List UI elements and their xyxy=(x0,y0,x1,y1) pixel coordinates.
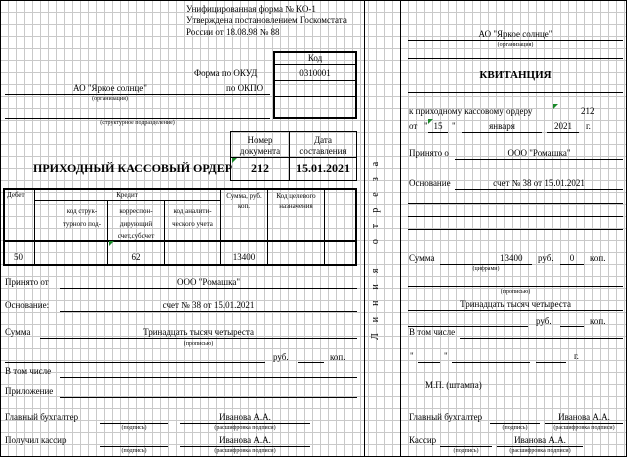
cashier-sign-caption: (подпись) xyxy=(121,448,147,454)
receipt-stamp: М.П. (штампа) xyxy=(425,380,482,390)
receipt-cashier-sign-underline xyxy=(440,446,492,447)
receipt-digits-caption: (цифрами) xyxy=(472,266,500,272)
th-credit: Кредит xyxy=(116,191,138,199)
chief-sign-underline xyxy=(100,423,168,424)
table-subheader-line xyxy=(34,200,220,201)
receipt-chief-sign-underline xyxy=(490,423,540,424)
receipt-quote-close: " xyxy=(452,121,456,131)
receipt-including-label: В том числе xyxy=(409,327,456,337)
receipt-basis-label: Основание xyxy=(409,178,451,188)
received-from-underline xyxy=(60,288,357,289)
attachment-underline xyxy=(60,397,357,398)
receipt-rub: руб. xyxy=(538,253,554,263)
basis-label: Основание: xyxy=(5,300,50,310)
sum-in-words[interactable]: Тринадцать тысяч четыреста xyxy=(143,327,254,337)
receipt-date-day-underline xyxy=(418,362,440,363)
organization-underline xyxy=(5,94,270,95)
doc-number-header: Номер документа xyxy=(239,135,281,156)
document-title: ПРИХОДНЫЙ КАССОВЫЙ ОРДЕР xyxy=(33,161,233,175)
receipt-year-suffix: г. xyxy=(586,121,591,131)
codes-divider3 xyxy=(273,96,357,97)
receipt-rub2: руб. xyxy=(536,316,552,326)
chief-accountant-name[interactable]: Иванова А.А. xyxy=(219,412,271,422)
th-struct-code: код струк-турного под- xyxy=(62,207,102,228)
receipt-received-from[interactable]: ООО "Ромашка" xyxy=(507,148,571,158)
receipt-org-caption: (организация) xyxy=(497,42,534,48)
comment-marker xyxy=(109,241,114,246)
sum-underline xyxy=(40,338,357,339)
cut-line-left xyxy=(364,0,365,457)
receipt-chief-name[interactable]: Иванова А.А. xyxy=(558,412,610,422)
row-debit[interactable]: 50 xyxy=(14,252,23,262)
form-header-line1: Унифицированная форма № КО-1 xyxy=(186,4,316,14)
th-corr-account: корреспон-дирующий счет,субсчет xyxy=(117,207,155,241)
cashier-name-underline xyxy=(180,446,310,447)
received-from-label: Принято от xyxy=(5,277,49,287)
comment-marker xyxy=(232,158,237,163)
receipt-chief-decode-caption: (расшифровка подписи) xyxy=(553,425,615,431)
organization-caption: (организация) xyxy=(92,96,128,102)
table-header-bottom xyxy=(3,240,357,242)
words-caption: (прописью) xyxy=(183,341,214,347)
including-underline xyxy=(60,377,357,378)
receipt-basis-line2 xyxy=(408,203,623,204)
doc-date[interactable]: 15.01.2021 xyxy=(296,161,350,175)
receipt-basis-line4 xyxy=(408,229,623,230)
receipt-date-g: г. xyxy=(574,351,579,361)
kop-label: коп. xyxy=(330,352,346,362)
receipt-date-year-underline xyxy=(536,362,566,363)
organization-name[interactable]: АО "Яркое солнце" xyxy=(73,83,147,93)
receipt-date-month-underline xyxy=(452,362,530,363)
receipt-kop-value[interactable]: 0 xyxy=(569,253,575,263)
receipt-year-underline xyxy=(547,132,579,133)
receipt-month[interactable]: января xyxy=(489,121,515,131)
receipt-month-underline xyxy=(462,132,542,133)
receipt-cashier-decode-caption: (расшифровка подписи) xyxy=(509,448,571,454)
subdivision-underline xyxy=(5,118,270,119)
chief-sign-caption: (подпись) xyxy=(121,425,147,431)
receipt-from-label: от xyxy=(409,121,418,131)
receipt-year[interactable]: 2021 xyxy=(554,121,572,131)
receipt-cashier-name[interactable]: Иванова А.А. xyxy=(514,435,566,445)
sum-line2-underline xyxy=(5,362,265,363)
cashier-decode-caption: (расшифровка подписи) xyxy=(214,448,276,454)
receipt-kop: коп. xyxy=(590,253,606,263)
table-col6 xyxy=(324,188,325,266)
receipt-received-underline xyxy=(455,159,623,160)
form-header-line3: России от 18.08.98 № 88 xyxy=(186,27,280,37)
th-sum: Сумма, руб. коп. xyxy=(226,192,262,210)
receipt-org-underline xyxy=(408,40,623,41)
th-purpose: Код целевого назначения xyxy=(276,192,316,210)
receipt-cashier-label: Кассир xyxy=(409,435,437,445)
receipt-received-label: Принято о xyxy=(409,148,449,158)
receipt-kop-underline xyxy=(560,264,584,265)
codes-divider1 xyxy=(273,64,357,65)
receipt-day[interactable]: 15 xyxy=(433,121,443,131)
cut-line-right xyxy=(400,0,401,457)
row-credit-account[interactable]: 62 xyxy=(131,252,141,262)
doc-box-hdivider xyxy=(230,157,357,158)
receipt-sum-words[interactable]: Тринадцать тысяч четыреста xyxy=(460,299,571,309)
receipt-organization[interactable]: АО "Яркое солнце" xyxy=(478,29,553,39)
cashier-label: Получил кассир xyxy=(5,435,67,445)
receipt-kop2: коп. xyxy=(590,316,606,326)
receipt-date-quote-close: " xyxy=(444,351,448,361)
basis-value[interactable]: счет № 38 от 15.01.2021 xyxy=(162,300,255,310)
received-from-value[interactable]: ООО "Ромашка" xyxy=(177,277,240,287)
sum-label: Сумма xyxy=(5,327,31,337)
receipt-day-underline xyxy=(428,132,448,133)
receipt-date-quote-open: " xyxy=(410,351,414,361)
receipt-sum-underline xyxy=(440,264,532,265)
receipt-cashier-sign-caption: (подпись) xyxy=(453,448,479,454)
cut-line-label: Линия отреза xyxy=(370,150,381,340)
receipt-words-underline xyxy=(408,286,623,287)
receipt-basis-line3 xyxy=(408,216,623,217)
cashier-sign-underline xyxy=(100,446,168,447)
receipt-cashier-name-underline xyxy=(497,446,583,447)
receipt-quote-open: " xyxy=(424,121,428,131)
row-sum[interactable]: 13400 xyxy=(232,252,256,262)
code-header: Код xyxy=(307,53,323,63)
doc-date-header: Дата составления xyxy=(299,135,347,156)
receipt-order-label: к приходному кассовому ордеру xyxy=(409,106,533,116)
receipt-sum-words-underline xyxy=(408,310,623,311)
basis-underline xyxy=(60,311,357,312)
receipt-basis-underline xyxy=(455,189,623,190)
okud-value[interactable]: 0310001 xyxy=(299,68,331,78)
receipt-including-underline xyxy=(460,338,623,339)
codes-divider2 xyxy=(273,80,357,81)
form-header-line2: Утверждена постановлением Госкомстата xyxy=(186,15,347,25)
th-analytic-code: код аналити-ческого учета xyxy=(172,207,213,228)
doc-number[interactable]: 212 xyxy=(251,161,269,175)
comment-marker xyxy=(553,104,558,109)
comment-marker xyxy=(428,119,433,124)
receipt-title-divider xyxy=(408,92,623,93)
chief-name-underline xyxy=(180,423,310,424)
receipt-words-caption: (прописью) xyxy=(500,289,531,295)
okpo-label: по ОКПО xyxy=(226,83,264,93)
receipt-chief-sign-caption: (подпись) xyxy=(502,425,528,431)
rub-label: руб. xyxy=(273,352,289,362)
okud-label: Форма по ОКУД xyxy=(194,68,258,78)
subdivision-caption: (структурное подразделение) xyxy=(100,120,175,126)
kop-underline xyxy=(298,362,324,363)
receipt-kop2-underline xyxy=(560,326,584,327)
receipt-basis[interactable]: счет № 38 от 15.01.2021 xyxy=(493,178,585,188)
receipt-title: КВИТАНЦИЯ xyxy=(479,69,552,81)
cashier-name[interactable]: Иванова А.А. xyxy=(219,435,271,445)
receipt-order-number[interactable]: 212 xyxy=(581,106,595,116)
chief-decode-caption: (расшифровка подписи) xyxy=(214,425,276,431)
attachment-label: Приложение xyxy=(5,386,54,396)
including-label: В том числе xyxy=(5,366,52,376)
receipt-chief-label: Главный бухгалтер xyxy=(409,412,483,422)
receipt-blank-underline xyxy=(408,58,623,59)
receipt-sum-digits[interactable]: 13400 xyxy=(500,253,523,263)
receipt-chief-name-underline xyxy=(545,423,623,424)
chief-accountant-label: Главный бухгалтер xyxy=(5,412,79,422)
th-debit: Дебет xyxy=(7,191,25,199)
receipt-sum-label: Сумма xyxy=(409,253,435,263)
